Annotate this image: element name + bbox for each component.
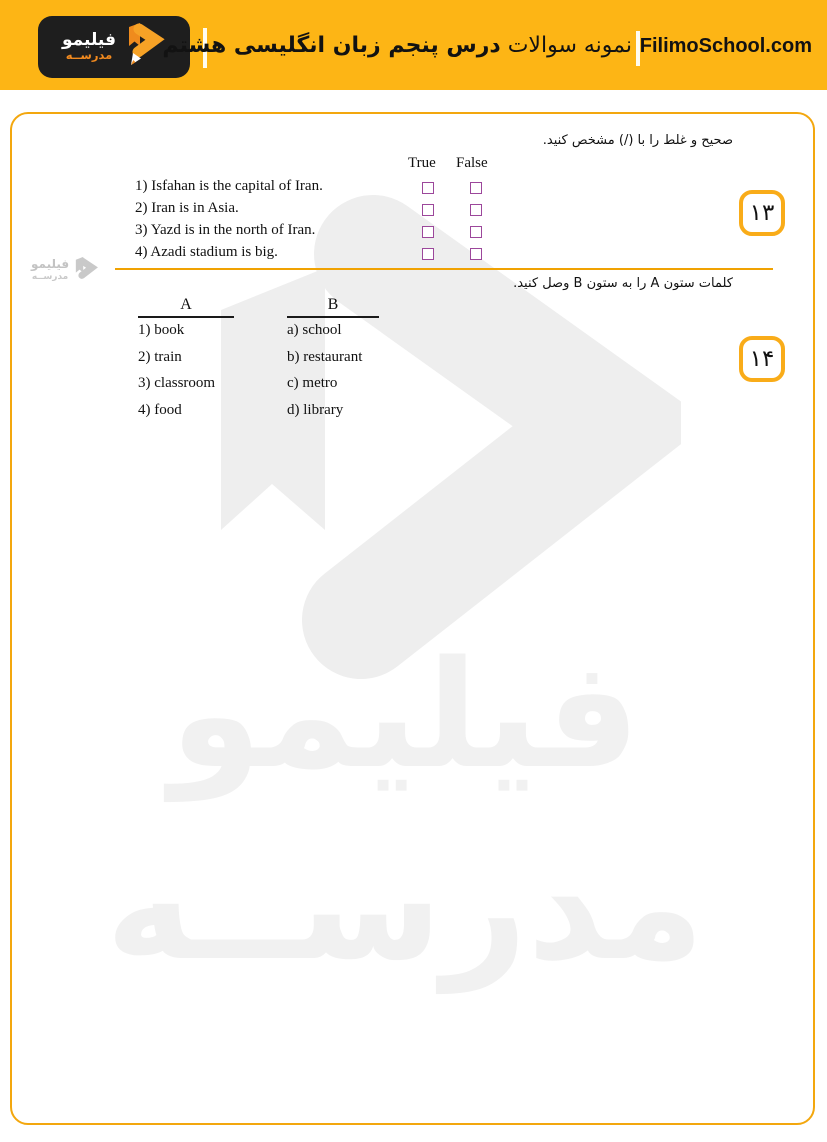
checkbox-true-row1[interactable] <box>422 182 434 194</box>
watermark-text-line2: مدرســه <box>105 821 705 993</box>
q13-number-badge: ۱۳ <box>739 190 785 236</box>
page-title-regular: نمونه سوالات <box>507 33 632 58</box>
checkbox-true-row4[interactable] <box>422 248 434 260</box>
page-title-bold: درس پنجم زبان انگلیسی هشتم <box>162 33 501 58</box>
watermark-text-line1: فیلیمو <box>169 629 641 801</box>
logo-brand-line2: مدرســه <box>65 48 113 63</box>
q13-item-4: 4) Azadi stadium is big. <box>135 244 278 260</box>
q13-item-2: 2) Iran is in Asia. <box>135 200 239 216</box>
true-column-header: True <box>408 155 436 171</box>
side-logo-line1: فیلیمو <box>31 257 70 272</box>
checkbox-false-row2[interactable] <box>470 204 482 216</box>
column-b-header: B <box>327 296 339 313</box>
q14-col-b-item-d: d) library <box>287 402 344 418</box>
checkbox-true-row2[interactable] <box>422 204 434 216</box>
q13-item-1: 1) Isfahan is the capital of Iran. <box>135 178 323 194</box>
side-logo-line2: مدرســه <box>31 272 69 282</box>
q14-col-b-item-a: a) school <box>287 322 342 338</box>
false-column-header: False <box>456 155 488 171</box>
checkbox-true-row3[interactable] <box>422 226 434 238</box>
q14-col-a-item-3: 3) classroom <box>138 375 216 391</box>
q13-instruction: صحیح و غلط را با (/) مشخص کنید. <box>542 133 733 148</box>
column-a-underline <box>138 316 234 318</box>
q14-col-a-item-2: 2) train <box>138 349 182 365</box>
logo-brand-text <box>62 31 116 63</box>
content-sheet-border <box>10 112 815 1125</box>
site-url: FilimoSchool.com <box>639 35 812 57</box>
checkbox-false-row3[interactable] <box>470 226 482 238</box>
checkbox-false-row1[interactable] <box>470 182 482 194</box>
logo-brand-line1: فیلیمو <box>61 29 116 50</box>
q14-col-a-item-4: 4) food <box>138 402 182 418</box>
header <box>0 0 827 90</box>
q13-item-3: 3) Yazd is in the north of Iran. <box>135 222 316 238</box>
column-b-underline <box>287 316 379 318</box>
column-a-header: A <box>180 296 192 313</box>
page-title <box>162 24 632 68</box>
q14-instruction: کلمات ستون A را به ستون B وصل کنید. <box>513 276 733 291</box>
q14-number-badge: ۱۴ <box>739 336 785 382</box>
question-divider-line <box>115 268 773 270</box>
q14-col-a-item-1: 1) book <box>138 322 185 338</box>
filimo-play-pencil-icon <box>126 22 166 73</box>
q14-col-b-item-c: c) metro <box>287 375 338 391</box>
q14-col-b-item-b: b) restaurant <box>287 349 363 365</box>
checkbox-false-row4[interactable] <box>470 248 482 260</box>
